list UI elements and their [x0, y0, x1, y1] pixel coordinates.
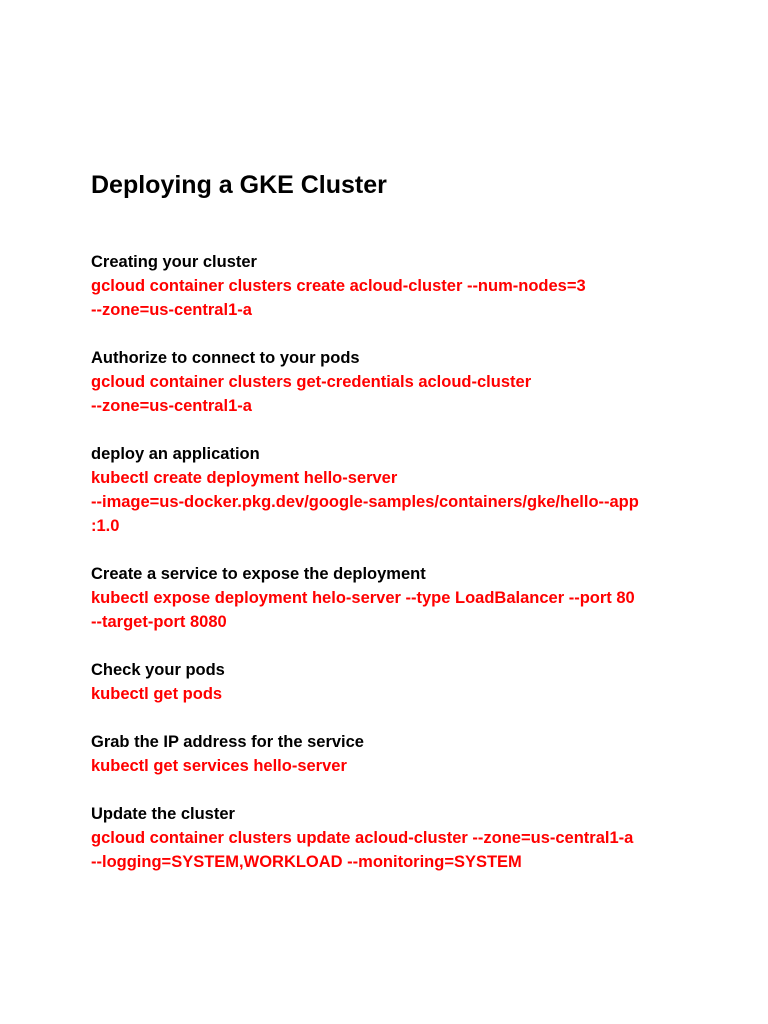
command-line: :1.0	[91, 517, 120, 535]
section-heading: Grab the IP address for the service	[91, 733, 364, 751]
command-line: kubectl get services hello-server	[91, 757, 347, 775]
section-heading: Create a service to expose the deployment	[91, 565, 426, 583]
instruction-section	[91, 442, 731, 538]
section-heading: deploy an application	[91, 445, 260, 463]
command-line: kubectl get pods	[91, 685, 223, 703]
command-line: kubectl create deployment hello-server	[91, 469, 398, 487]
sections-container	[91, 250, 731, 874]
instruction-section	[91, 730, 731, 778]
section-heading: Check your pods	[91, 661, 225, 679]
command-line: --image=us-docker.pkg.dev/google-samples/containers/gke/hello--app	[91, 493, 639, 511]
instruction-section	[91, 562, 731, 634]
instruction-section	[91, 658, 731, 706]
instruction-section	[91, 346, 731, 418]
instruction-section	[91, 802, 731, 874]
section-heading: Authorize to connect to your pods	[91, 349, 360, 367]
command-line: --zone=us-central1-a	[91, 397, 252, 415]
command-line: gcloud container clusters update acloud-cluster --zone=us-central1-a	[91, 829, 634, 847]
command-line: gcloud container clusters get-credentials acloud-cluster	[91, 373, 532, 391]
command-line: gcloud container clusters create acloud-cluster --num-nodes=3	[91, 277, 586, 295]
document-title: Deploying a GKE Cluster	[91, 171, 387, 199]
section-heading: Creating your cluster	[91, 253, 257, 271]
document-page	[91, 166, 731, 898]
command-line: --zone=us-central1-a	[91, 301, 252, 319]
section-heading: Update the cluster	[91, 805, 235, 823]
command-line: kubectl expose deployment helo-server --type LoadBalancer --port 80	[91, 589, 635, 607]
command-line: --logging=SYSTEM,WORKLOAD --monitoring=SYSTEM	[91, 853, 522, 871]
command-line: --target-port 8080	[91, 613, 227, 631]
instruction-section	[91, 250, 731, 322]
